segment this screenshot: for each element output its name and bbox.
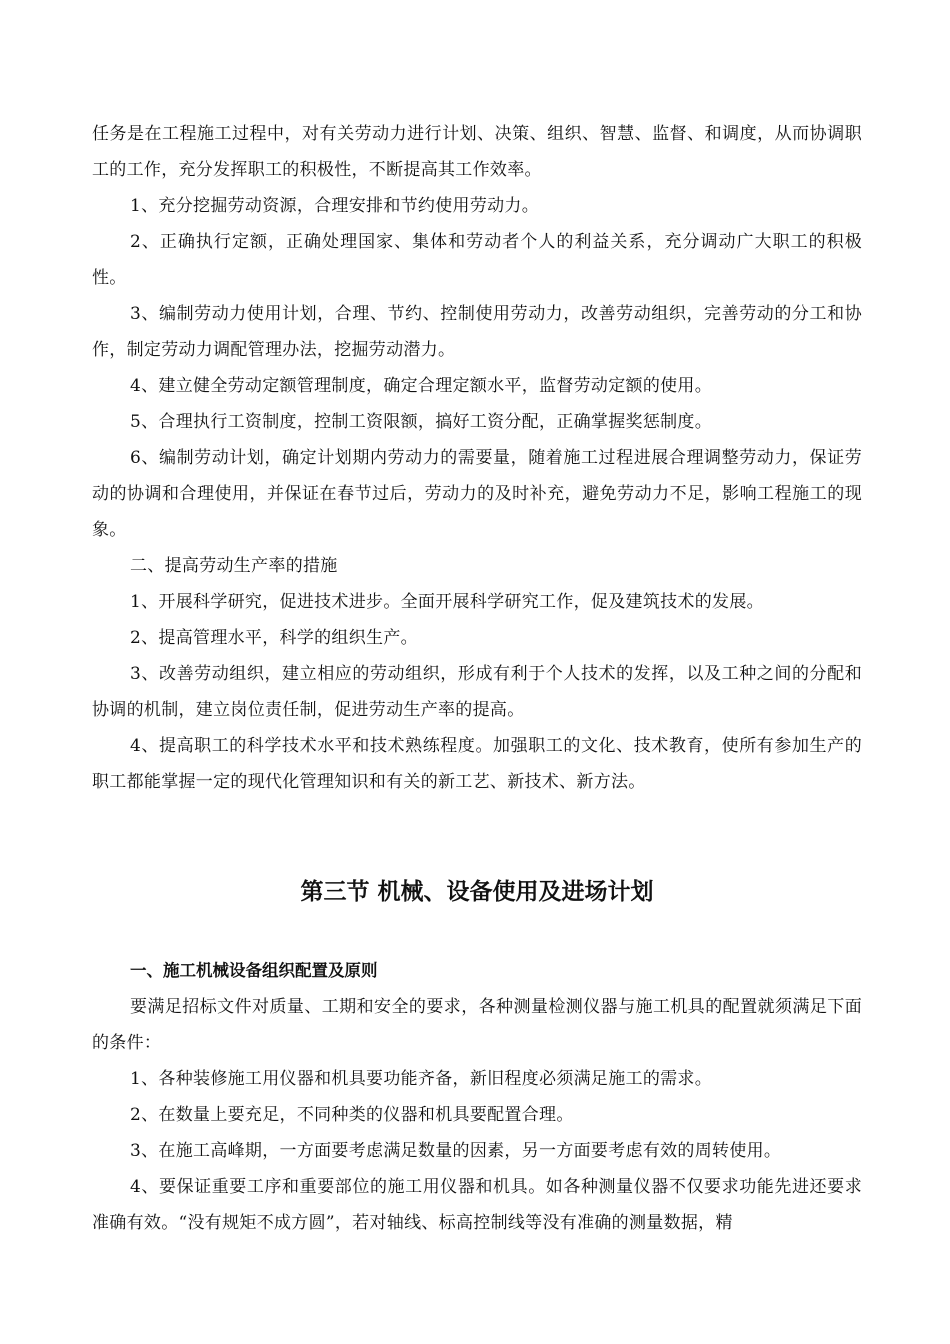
paragraph: 1、各种装修施工用仪器和机具要功能齐备，新旧程度必须满足施工的需求。: [130, 1069, 713, 1089]
paragraph: 3、改善劳动组织，建立相应的劳动组织，形成有利于个人技术的发挥，以及工种之间的分配和协调的机制，建立岗位责任制，促进劳动生产率的提高。: [92, 664, 862, 720]
paragraph: 3、编制劳动力使用计划，合理、节约、控制使用劳动力，改善劳动组织，完善劳动的分工和协作，制定劳动力调配管理办法，挖掘劳动潜力。: [92, 304, 862, 360]
body-text-block-1: [92, 116, 862, 800]
paragraph: 2、在数量上要充足，不同种类的仪器和机具要配置合理。: [130, 1105, 574, 1125]
paragraph: 4、提高职工的科学技术水平和技术熟练程度。加强职工的文化、技术教育，使所有参加生产的职工都能掌握一定的现代化管理知识和有关的新工艺、新技术、新方法。: [92, 736, 862, 792]
paragraph: 要满足招标文件对质量、工期和安全的要求，各种测量检测仪器与施工机具的配置就须满足下面的条件：: [92, 997, 862, 1053]
paragraph-heading: 二、提高劳动生产率的措施: [130, 556, 338, 576]
document-page: [92, 116, 862, 1233]
section-title: 第三节 机械、设备使用及进场计划: [300, 879, 654, 905]
paragraph: 4、建立健全劳动定额管理制度，确定合理定额水平，监督劳动定额的使用。: [130, 376, 713, 396]
paragraph: 5、合理执行工资制度，控制工资限额，搞好工资分配，正确掌握奖惩制度。: [130, 412, 713, 432]
paragraph: 2、提高管理水平，科学的组织生产。: [130, 628, 418, 648]
paragraph: 任务是在工程施工过程中，对有关劳动力进行计划、决策、组织、智慧、监督、和调度，从而协调职工的工作，充分发挥职工的积极性，不断提高其工作效率。: [92, 124, 862, 180]
paragraph: 2、正确执行定额，正确处理国家、集体和劳动者个人的利益关系，充分调动广大职工的积极性。: [92, 232, 862, 288]
paragraph: 6、编制劳动计划，确定计划期内劳动力的需要量，随着施工过程进展合理调整劳动力，保证劳动的协调和合理使用，并保证在春节过后，劳动力的及时补充，避免劳动力不足，影响工程施工的现象。: [92, 448, 862, 540]
paragraph: 4、要保证重要工序和重要部位的施工用仪器和机具。如各种测量仪器不仅要求功能先进还要求准确有效。“没有规矩不成方圆”，若对轴线、标高控制线等没有准确的测量数据，精: [92, 1177, 862, 1233]
paragraph: 1、充分挖掘劳动资源，合理安排和节约使用劳动力。: [130, 196, 540, 216]
paragraph: 1、开展科学研究，促进技术进步。全面开展科学研究工作，促及建筑技术的发展。: [130, 592, 764, 612]
subheading: 一、施工机械设备组织配置及原则: [130, 961, 378, 980]
paragraph: 3、在施工高峰期，一方面要考虑满足数量的因素，另一方面要考虑有效的周转使用。: [130, 1141, 782, 1161]
body-text-block-2: [92, 953, 862, 1241]
